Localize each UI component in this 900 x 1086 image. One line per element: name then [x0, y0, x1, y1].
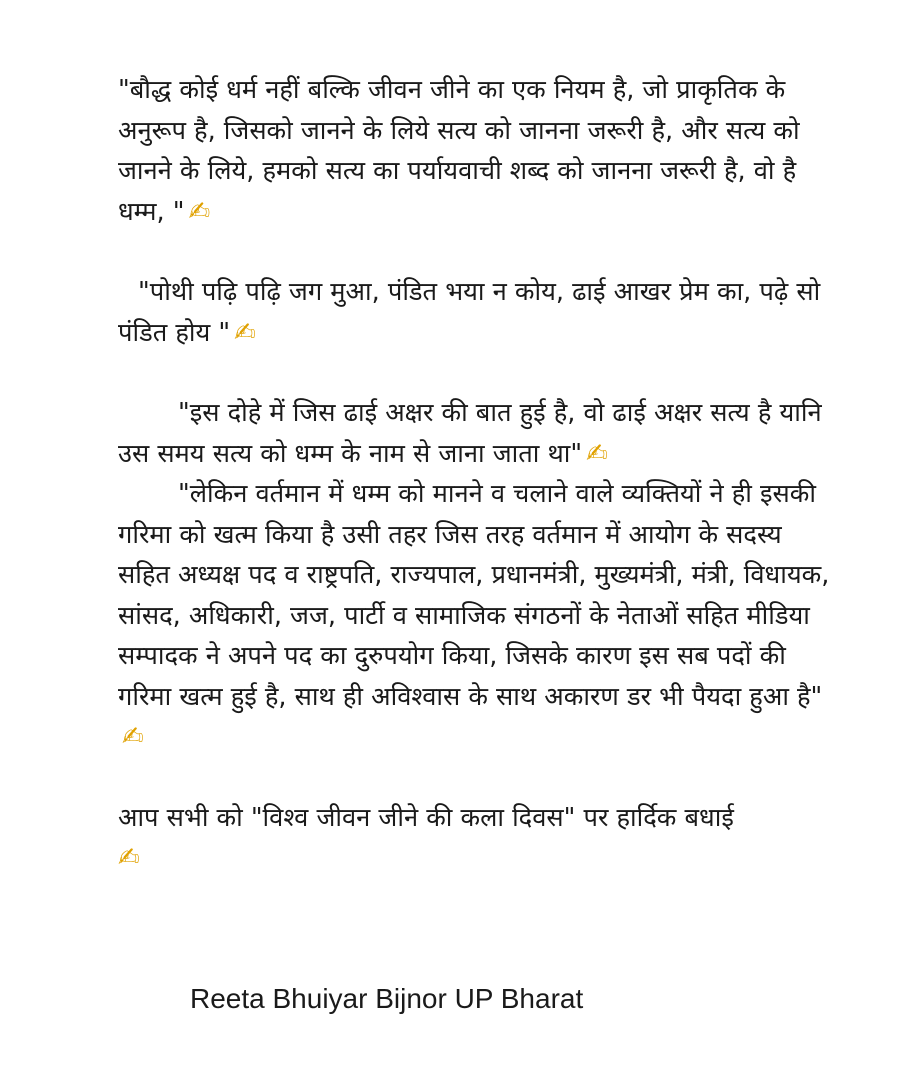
paragraph-text: "लेकिन वर्तमान में धम्म को मानने व चलाने वाले व्यक्तियों ने ही इसकी गरिमा को खत्म किया है उसी तहर जिस तरह वर्तमान में आयोग के सदस्य सहित अध्यक्ष पद व राष्ट्रपति, राज्यपाल, प्रधानमंत्री, मुख्यमंत्री, मंत्री, विधायक, सांसद, अधिकारी, जज, पार्टी व सामाजिक संगठनों के नेताओं सहित मीडिया सम्पादक ने अपने पद का दुरुपयोग किया, जिसके कारण इस सब पदों की गरिमा खत्म हुई है, साथ ही अविश्वास के साथ अकारण डर भी पैयदा हुआ है" [118, 479, 830, 712]
paragraph-doha-explanation [118, 393, 838, 474]
writing-hand-icon: ✍ [188, 196, 211, 227]
paragraph-text: आप सभी को "विश्व जीवन जीने की कला दिवस" पर हार्दिक बधाई [118, 802, 734, 833]
writing-hand-icon: ✍ [234, 317, 256, 348]
paragraph-current-state [118, 474, 838, 758]
paragraph-doha [118, 272, 838, 353]
writing-hand-icon: ✍ [586, 438, 608, 469]
author-signature: Reeta Bhuiyar Bijnor UP Bharat [190, 983, 584, 1014]
paragraph-text: "इस दोहे में जिस ढाई अक्षर की बात हुई है, वो ढाई अक्षर सत्य है यानि उस समय सत्य को धम्म के नाम से जाना जाता था" [118, 398, 822, 469]
writing-hand-icon: ✍ [118, 843, 140, 873]
paragraph-text: "पोथी पढ़ि पढ़ि जग मुआ, पंडित भया न कोय, ढाई आखर प्रेम का, पढ़े सो पंडित होय " [118, 277, 821, 348]
paragraph-text: "बौद्ध कोई धर्म नहीं बल्कि जीवन जीने का एक नियम है, जो प्राकृतिक के अनुरूप है, जिसको जानने के लिये सत्य को जानना जरूरी है, और सत्य को जानने के लिये, हमको सत्य का पर्यायवाची शब्द को जानना जरूरी है, वो है धम्म, " [118, 75, 800, 227]
writing-hand-icon: ✍ [122, 722, 144, 752]
paragraph-buddha-definition [118, 70, 838, 232]
document-body [118, 70, 838, 879]
paragraph-greeting [118, 798, 838, 879]
